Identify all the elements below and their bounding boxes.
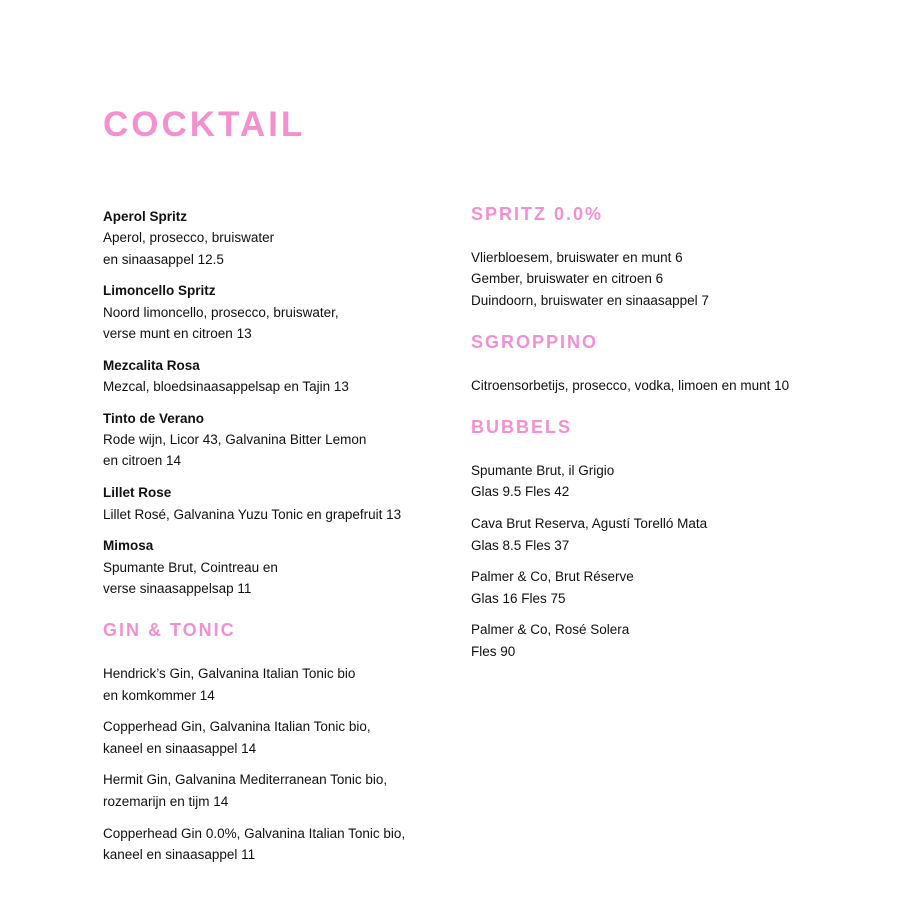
section-heading-sgroppino: SGROPPINO <box>471 331 599 352</box>
section-heading-gin-tonic: GIN & TONIC <box>103 620 236 641</box>
item-description: Hendrick’s Gin, Galvanina Italian Tonic bio <box>103 666 356 682</box>
item-name: Mimosa <box>103 538 154 554</box>
item-price: Glas 8.5 Fles 37 <box>471 537 570 553</box>
item-description: Cava Brut Reserva, Agustí Torelló Mata <box>471 516 708 532</box>
item-description: en citroen 14 <box>103 453 182 469</box>
menu-item <box>103 206 443 270</box>
menu-item <box>103 663 443 706</box>
item-description: Aperol, prosecco, bruiswater <box>103 230 275 246</box>
menu-item <box>103 408 443 472</box>
item-description: Gember, bruiswater en citroen 6 <box>471 271 664 287</box>
item-description: en sinaasappel 12.5 <box>103 251 224 267</box>
menu-item <box>471 566 871 609</box>
item-description: rozemarijn en tijm 14 <box>103 793 229 809</box>
item-description: verse munt en citroen 13 <box>103 325 252 341</box>
menu-item <box>103 280 443 344</box>
menu-item <box>103 716 443 759</box>
section-heading-bubbels: BUBBELS <box>471 417 573 438</box>
menu-item <box>471 247 871 311</box>
bubbels-list <box>471 460 871 662</box>
item-description: Noord limoncello, prosecco, bruiswater, <box>103 304 339 320</box>
item-name: Tinto de Verano <box>103 410 205 426</box>
item-description: kaneel en sinaasappel 11 <box>103 846 256 862</box>
cocktail-list <box>103 206 443 599</box>
item-description: kaneel en sinaasappel 14 <box>103 740 257 756</box>
item-name: Lillet Rose <box>103 485 172 501</box>
menu-item <box>471 375 871 396</box>
section-heading-spritz-00: SPRITZ 0.0% <box>471 204 604 224</box>
item-description: Vlierbloesem, bruiswater en munt 6 <box>471 250 683 265</box>
item-description: Duindoorn, bruiswater en sinaasappel 7 <box>471 292 709 308</box>
item-price: Glas 9.5 Fles 42 <box>471 484 570 500</box>
item-name: Limoncello Spritz <box>103 283 216 299</box>
item-description: Palmer & Co, Brut Réserve <box>471 569 634 585</box>
item-price: Glas 16 Fles 75 <box>471 590 566 606</box>
menu-item <box>471 619 871 662</box>
menu-item <box>103 355 443 398</box>
item-description: Mezcal, bloedsinaasappelsap en Tajin 13 <box>103 379 349 395</box>
item-name: Aperol Spritz <box>103 209 188 224</box>
item-description: Lillet Rosé, Galvanina Yuzu Tonic en grapefruit 13 <box>103 506 402 522</box>
item-description: Spumante Brut, il Grigio <box>471 463 615 479</box>
left-column <box>103 206 443 865</box>
item-description: verse sinaasappelsap 11 <box>103 580 252 596</box>
gin-tonic-list <box>103 663 443 865</box>
item-description: Hermit Gin, Galvanina Mediterranean Tonic bio, <box>103 772 388 788</box>
item-description: en komkommer 14 <box>103 687 215 703</box>
right-column <box>471 203 871 662</box>
item-description: Copperhead Gin, Galvanina Italian Tonic bio, <box>103 719 371 735</box>
menu-item <box>103 482 443 525</box>
item-price: Fles 90 <box>471 643 516 659</box>
menu-item <box>103 823 443 866</box>
page-title: COCKTAIL <box>103 105 306 144</box>
item-description: Citroensorbetijs, prosecco, vodka, limoen en munt 10 <box>471 377 790 393</box>
menu-item <box>471 460 871 503</box>
item-description: Copperhead Gin 0.0%, Galvanina Italian Tonic bio, <box>103 825 406 841</box>
item-name: Mezcalita Rosa <box>103 357 200 373</box>
menu-item <box>471 513 871 556</box>
menu-item <box>103 535 443 599</box>
item-description: Spumante Brut, Cointreau en <box>103 559 278 575</box>
menu-item <box>103 769 443 812</box>
item-description: Palmer & Co, Rosé Solera <box>471 622 630 638</box>
item-description: Rode wijn, Licor 43, Galvanina Bitter Lemon <box>103 432 367 448</box>
